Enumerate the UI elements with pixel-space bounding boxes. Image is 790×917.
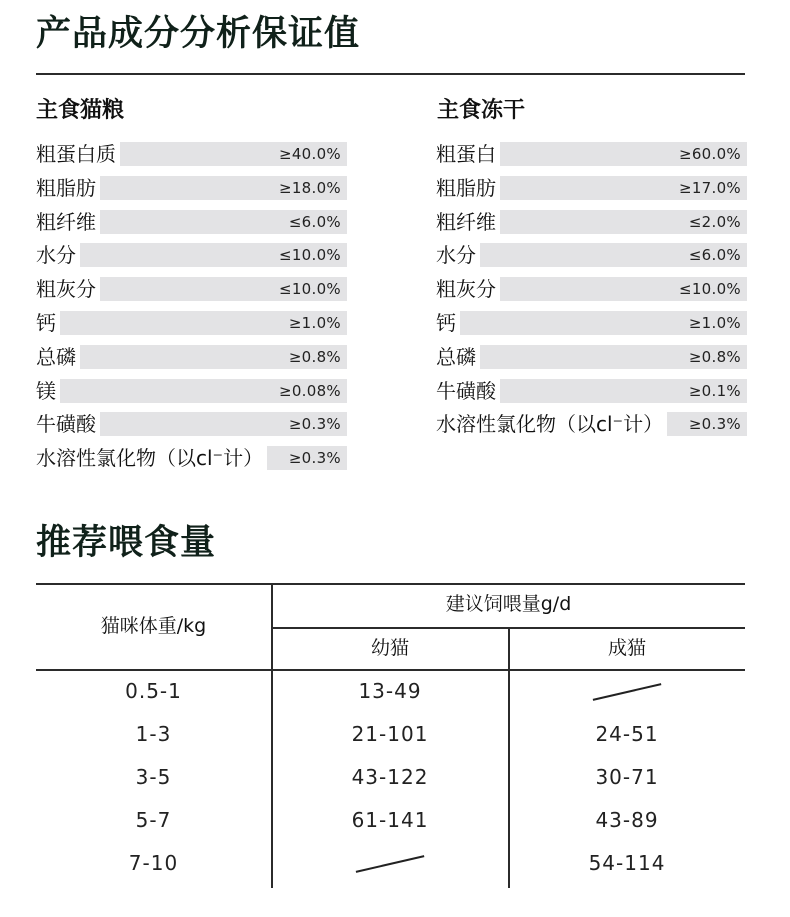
nutrient-row (36, 311, 347, 335)
nutrient-value: ≥0.3% (267, 446, 347, 470)
kitten-amount-cell: 61-141 (351, 808, 429, 832)
nutrient-value: ≥0.08% (60, 379, 347, 403)
nutrient-row (436, 345, 747, 369)
nutrient-row (436, 412, 747, 436)
nutrient-row (436, 210, 747, 234)
nutrient-value: ≥18.0% (100, 176, 347, 200)
weight-cell: 0.5-1 (125, 679, 182, 703)
nutrient-label: 粗蛋白质 (36, 142, 116, 166)
adult-header: 成猫 (607, 637, 646, 659)
nutrient-label: 粗蛋白 (436, 142, 496, 166)
nutrient-value: ≥0.8% (80, 345, 347, 369)
nutrient-label: 粗纤维 (36, 209, 96, 234)
nutrient-label: 水分 (36, 243, 76, 268)
nutrient-row (36, 243, 347, 267)
nutrient-value: ≤6.0% (480, 243, 747, 267)
adult-amount-cell: 24-51 (595, 722, 659, 746)
not-applicable-slash (593, 683, 662, 700)
weight-cell: 1-3 (135, 722, 172, 746)
nutrient-value: ≥60.0% (500, 142, 747, 166)
nutrient-label: 镁 (36, 378, 56, 403)
nutrient-label: 粗脂肪 (36, 175, 96, 200)
nutrient-row (436, 277, 747, 301)
kitten-header: 幼猫 (370, 637, 409, 659)
nutrient-value: ≥40.0% (120, 142, 347, 166)
nutrient-row (436, 243, 747, 267)
nutrient-label: 粗脂肪 (436, 175, 496, 200)
nutrient-row (436, 379, 747, 403)
kitten-amount-cell: 43-122 (351, 765, 429, 789)
nutrient-label: 总磷 (436, 344, 476, 369)
nutrient-row (436, 142, 747, 166)
nutrient-value: ≥0.8% (480, 345, 747, 369)
nutrient-value: ≥0.3% (667, 412, 747, 436)
nutrient-value: ≤10.0% (100, 277, 347, 301)
feeding-title: 推荐喂食量 (36, 523, 217, 563)
nutrient-label: 粗灰分 (36, 277, 96, 302)
freeze-dried-nutrient-list (436, 142, 747, 446)
adult-amount-cell: 54-114 (588, 851, 666, 875)
nutrient-value: ≥1.0% (60, 311, 347, 335)
nutrient-value: ≥0.1% (500, 379, 747, 403)
amount-header: 建议饲喂量g/d (445, 593, 572, 615)
nutrient-value: ≤2.0% (500, 210, 747, 234)
not-applicable-slash (356, 855, 425, 872)
cat-food-heading: 主食猫粮 (36, 98, 125, 123)
weight-cell: 3-5 (135, 765, 172, 789)
table-top-border (36, 583, 745, 585)
cat-food-nutrient-list (36, 142, 347, 480)
nutrient-value: ≤10.0% (500, 277, 747, 301)
feeding-table (36, 583, 745, 888)
nutrient-row (36, 412, 347, 436)
nutrient-value: ≤6.0% (100, 210, 347, 234)
nutrient-value: ≥0.3% (100, 412, 347, 436)
weight-cell: 7-10 (128, 851, 179, 875)
kitten-amount-cell: 21-101 (351, 722, 429, 746)
weight-cell: 5-7 (135, 808, 172, 832)
nutrient-value: ≥1.0% (460, 311, 747, 335)
header-bottom-border (36, 669, 745, 671)
nutrient-label: 钙 (436, 310, 456, 335)
nutrient-row (36, 345, 347, 369)
nutrient-row (436, 176, 747, 200)
kitten-amount-cell: 13-49 (358, 679, 422, 703)
nutrient-row (436, 311, 747, 335)
nutrient-label: 水溶性氯化物（以cl⁻计） (36, 446, 264, 471)
nutrient-row (36, 176, 347, 200)
nutrient-value: ≥17.0% (500, 176, 747, 200)
nutrient-label: 牛磺酸 (36, 412, 96, 437)
nutrient-row (36, 446, 347, 470)
nutrient-label: 钙 (36, 310, 56, 335)
nutrient-label: 水分 (436, 243, 476, 268)
nutrient-row (36, 379, 347, 403)
freeze-dried-heading: 主食冻干 (437, 98, 526, 123)
nutrient-row (36, 210, 347, 234)
nutrient-label: 粗纤维 (436, 209, 496, 234)
title-divider (36, 73, 745, 75)
nutrient-row (36, 142, 347, 166)
weight-header: 猫咪体重/kg (100, 615, 207, 637)
nutrient-row (36, 277, 347, 301)
nutrient-label: 总磷 (36, 344, 76, 369)
nutrient-label: 水溶性氯化物（以cl⁻计） (436, 412, 664, 437)
nutrient-value: ≤10.0% (80, 243, 347, 267)
adult-amount-cell: 43-89 (595, 808, 659, 832)
nutrient-label: 牛磺酸 (436, 378, 496, 403)
nutrient-label: 粗灰分 (436, 277, 496, 302)
kitten-adult-divider (508, 627, 510, 888)
nutrient-analysis-title: 产品成分分析保证值 (36, 14, 361, 54)
adult-amount-cell: 30-71 (595, 765, 659, 789)
